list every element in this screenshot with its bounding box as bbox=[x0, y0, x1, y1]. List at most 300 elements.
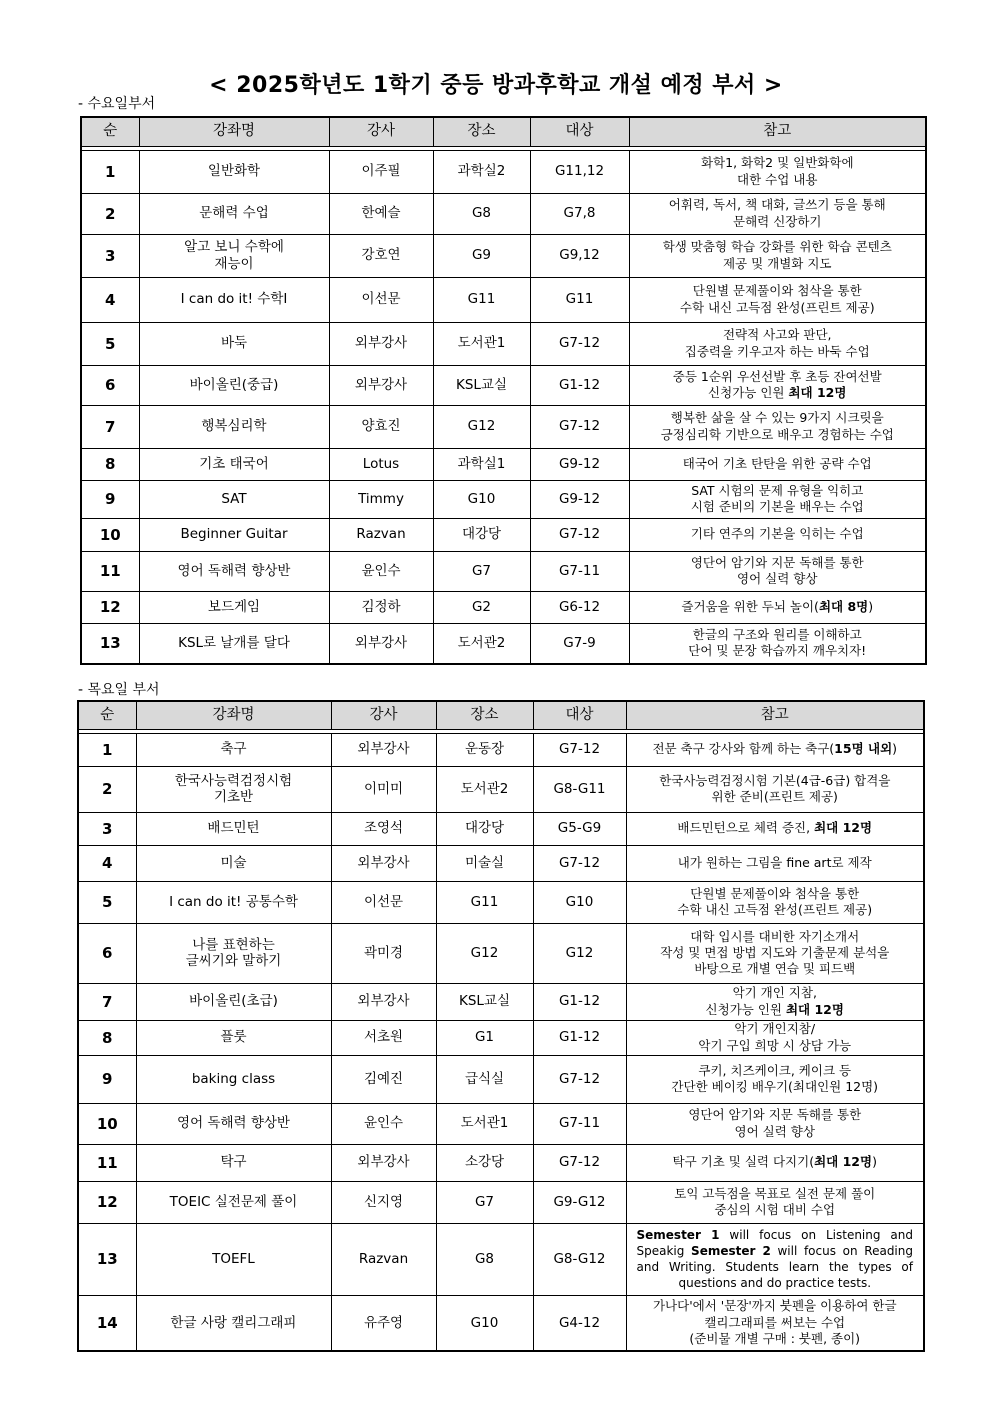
note-line: 제공 및 개별화 지도 bbox=[722, 255, 832, 271]
note-cell bbox=[629, 234, 926, 277]
place-name: G7 bbox=[436, 1181, 533, 1223]
teacher-name: 외부강사 bbox=[329, 322, 433, 365]
wednesday-course-table bbox=[80, 116, 927, 665]
note-line: 기타 연주의 기본을 익히는 수업 bbox=[690, 526, 864, 542]
table-row bbox=[78, 923, 924, 983]
note-line: 간단한 베이킹 배우기(최대인원 12명) bbox=[671, 1079, 879, 1094]
table-row bbox=[78, 845, 924, 881]
course-name-cell bbox=[136, 923, 331, 983]
table-row bbox=[81, 518, 926, 551]
place-name: KSL교실 bbox=[436, 983, 533, 1020]
table-row bbox=[81, 234, 926, 277]
place-name: G12 bbox=[436, 923, 533, 983]
course-name-cell bbox=[139, 405, 329, 448]
wednesday-table-body bbox=[81, 146, 926, 664]
note-line: 태국어 기초 탄탄을 위한 공략 수업 bbox=[682, 455, 872, 471]
teacher-name: Razvan bbox=[331, 1223, 436, 1295]
note-suffix: ) bbox=[892, 741, 898, 757]
teacher-name: 외부강사 bbox=[331, 845, 436, 881]
course-name-cell bbox=[139, 480, 329, 518]
place-name: 도서관1 bbox=[436, 1103, 533, 1144]
place-name: 도서관2 bbox=[433, 623, 530, 664]
note-cell bbox=[626, 1295, 924, 1351]
course-name: Beginner Guitar bbox=[180, 526, 288, 543]
note-cell bbox=[629, 518, 926, 551]
teacher-name: 서초원 bbox=[331, 1020, 436, 1055]
note-line: 시험 준비의 기본을 배우는 수업 bbox=[690, 499, 864, 514]
note-text: will focus on Reading and Writing. Students learn the types of questions and do practice tests. bbox=[636, 1243, 913, 1291]
teacher-name: 신지영 bbox=[331, 1181, 436, 1223]
course-name-cell bbox=[139, 234, 329, 277]
place-name: 급식실 bbox=[436, 1055, 533, 1103]
row-number: 7 bbox=[78, 983, 136, 1020]
target-grade: G9-12 bbox=[530, 480, 629, 518]
note-line: 탁구 기초 및 실력 다지기( bbox=[672, 1154, 815, 1170]
teacher-name: 외부강사 bbox=[331, 983, 436, 1020]
teacher-name: 이미미 bbox=[331, 766, 436, 812]
table-row bbox=[78, 812, 924, 845]
course-name: 한국사능력검정시험 bbox=[174, 772, 293, 789]
course-name: 영어 독해력 향상반 bbox=[177, 562, 291, 579]
note-cell bbox=[629, 322, 926, 365]
course-name-cell bbox=[139, 623, 329, 664]
course-name: KSL로 날개를 달다 bbox=[178, 635, 290, 652]
course-name: SAT bbox=[221, 490, 247, 507]
note-emphasis: 최대 12명 bbox=[814, 820, 873, 836]
course-name: 알고 보니 수학에 bbox=[184, 239, 284, 256]
note-line: 긍정심리학 기반으로 배우고 경험하는 수업 bbox=[660, 426, 894, 442]
row-number: 5 bbox=[81, 322, 139, 365]
header-note: 참고 bbox=[629, 117, 926, 146]
note-line: 악기 구입 희망 시 상담 가능 bbox=[698, 1037, 852, 1053]
course-name: 일반화학 bbox=[207, 163, 261, 180]
course-name: 기초 태국어 bbox=[199, 455, 269, 472]
course-name-cell bbox=[136, 1103, 331, 1144]
note-cell bbox=[629, 365, 926, 405]
note-line: 행복한 삶을 살 수 있는 9가지 시크릿을 bbox=[670, 410, 884, 426]
place-name: G12 bbox=[433, 405, 530, 448]
course-name: baking class bbox=[191, 1070, 276, 1087]
note-cell bbox=[626, 812, 924, 845]
course-name-cell bbox=[136, 845, 331, 881]
row-number: 1 bbox=[81, 150, 139, 193]
row-number: 12 bbox=[78, 1181, 136, 1223]
note-line: 수학 내신 고득점 완성(프린트 제공) bbox=[679, 299, 875, 315]
note-line: 신청가능 인원 bbox=[708, 385, 789, 400]
note-line: 문해력 신장하기 bbox=[733, 213, 822, 229]
place-name: 미술실 bbox=[436, 845, 533, 881]
place-name: G10 bbox=[436, 1295, 533, 1351]
target-grade: G7-11 bbox=[533, 1103, 626, 1144]
note-line: 즐거움을 위한 두뇌 놀이( bbox=[681, 598, 819, 614]
row-number: 11 bbox=[81, 551, 139, 591]
note-cell bbox=[626, 766, 924, 812]
row-number: 12 bbox=[81, 591, 139, 623]
target-grade: G1-12 bbox=[533, 983, 626, 1020]
target-grade: G9-G12 bbox=[533, 1181, 626, 1223]
note-line: 영어 실력 향상 bbox=[734, 1123, 815, 1139]
table-row bbox=[78, 881, 924, 923]
table-row bbox=[81, 551, 926, 591]
teacher-name: 윤인수 bbox=[331, 1103, 436, 1144]
table-row bbox=[78, 1295, 924, 1351]
note-line: 전문 축구 강사와 함께 하는 축구( bbox=[652, 741, 835, 757]
note-line: 어휘력, 독서, 책 대화, 글쓰기 등을 통해 bbox=[668, 197, 886, 213]
place-name: G9 bbox=[433, 234, 530, 277]
note-cell bbox=[626, 881, 924, 923]
table-row bbox=[81, 277, 926, 322]
note-suffix: ) bbox=[868, 598, 874, 614]
course-name-cell bbox=[139, 448, 329, 480]
note-cell bbox=[626, 1223, 924, 1295]
header-no: 순 bbox=[81, 117, 139, 146]
note-line: 대학 입시를 대비한 자기소개서 bbox=[690, 928, 860, 944]
row-number: 8 bbox=[78, 1020, 136, 1055]
row-number: 4 bbox=[81, 277, 139, 322]
header-course: 강좌명 bbox=[136, 701, 331, 729]
note-cell bbox=[629, 591, 926, 623]
target-grade: G7-12 bbox=[533, 733, 626, 766]
note-cell bbox=[626, 983, 924, 1020]
thursday-table-body bbox=[78, 729, 924, 1351]
row-number: 9 bbox=[78, 1055, 136, 1103]
note-suffix: ) bbox=[872, 1154, 877, 1170]
row-number: 6 bbox=[78, 923, 136, 983]
target-grade: G8-G11 bbox=[533, 766, 626, 812]
course-name-cell bbox=[139, 591, 329, 623]
target-grade: G4-12 bbox=[533, 1295, 626, 1351]
note-emphasis: 최대 12명 bbox=[814, 1154, 873, 1170]
teacher-name: 외부강사 bbox=[331, 733, 436, 766]
place-name: 운동장 bbox=[436, 733, 533, 766]
note-emphasis: 최대 8명 bbox=[818, 598, 869, 614]
teacher-name: 한예슬 bbox=[329, 193, 433, 234]
course-name-cell bbox=[136, 1181, 331, 1223]
wednesday-section-label: - 수요일부서 bbox=[78, 96, 156, 112]
note-line: 중등 1순위 우선선발 후 초등 잔여선발 bbox=[672, 368, 882, 384]
note-cell bbox=[629, 150, 926, 193]
course-name-cell bbox=[139, 551, 329, 591]
target-grade: G7-12 bbox=[533, 1055, 626, 1103]
course-name: 문해력 수업 bbox=[199, 205, 269, 222]
table-header-row bbox=[81, 117, 926, 146]
course-name: 영어 독해력 향상반 bbox=[177, 1115, 290, 1132]
note-cell bbox=[626, 1144, 924, 1181]
course-name-cell bbox=[139, 193, 329, 234]
note-cell bbox=[626, 1020, 924, 1055]
note-cell bbox=[626, 923, 924, 983]
note-line: 작성 및 면접 방법 지도와 기출문제 분석을 bbox=[660, 944, 890, 960]
note-line: 전략적 사고와 판단, bbox=[722, 327, 832, 343]
teacher-name: 양효진 bbox=[329, 405, 433, 448]
table-row bbox=[78, 1181, 924, 1223]
teacher-name: 곽미경 bbox=[331, 923, 436, 983]
target-grade: G5-G9 bbox=[533, 812, 626, 845]
place-name: G7 bbox=[433, 551, 530, 591]
table-row bbox=[78, 1144, 924, 1181]
place-name: G2 bbox=[433, 591, 530, 623]
table-row bbox=[81, 448, 926, 480]
row-number: 14 bbox=[78, 1295, 136, 1351]
teacher-name: 이선문 bbox=[329, 277, 433, 322]
row-number: 10 bbox=[81, 518, 139, 551]
header-teacher: 강사 bbox=[329, 117, 433, 146]
note-line: 바탕으로 개별 연습 및 피드백 bbox=[694, 961, 856, 977]
row-number: 3 bbox=[81, 234, 139, 277]
note-line: SAT 시험의 문제 유형을 익히고 bbox=[691, 482, 864, 498]
course-name-cell bbox=[136, 733, 331, 766]
table-row bbox=[81, 322, 926, 365]
note-line: 한국사능력검정시험 기본(4급-6급) 합격을 bbox=[659, 772, 891, 788]
table-header-row bbox=[78, 701, 924, 729]
course-name-cell bbox=[136, 1144, 331, 1181]
teacher-name: Timmy bbox=[329, 480, 433, 518]
note-line: 위한 준비(프린트 제공) bbox=[711, 789, 838, 804]
note-text: Semester 2 bbox=[691, 1243, 771, 1258]
target-grade: G7-12 bbox=[530, 405, 629, 448]
course-name: 바둑 bbox=[220, 335, 248, 352]
row-number: 11 bbox=[78, 1144, 136, 1181]
header-teacher: 강사 bbox=[331, 701, 436, 729]
course-name-cell bbox=[136, 881, 331, 923]
table-row bbox=[81, 150, 926, 193]
note-line: 수학 내신 고득점 완성(프린트 제공) bbox=[677, 902, 873, 917]
row-number: 4 bbox=[78, 845, 136, 881]
note-line: 한글의 구조와 원리를 이해하고 bbox=[692, 627, 862, 642]
header-no: 순 bbox=[78, 701, 136, 729]
note-line: 캘리그래피를 써보는 수업 bbox=[704, 1314, 846, 1330]
note-line: 단원별 문제풀이와 첨삭을 통한 bbox=[690, 885, 860, 901]
note-line: 토익 고득점을 목표로 실전 문제 풀이 bbox=[674, 1185, 876, 1201]
table-row bbox=[81, 193, 926, 234]
course-name: 기초반 bbox=[213, 789, 254, 805]
note-line: 단원별 문제풀이와 첨삭을 통한 bbox=[692, 283, 862, 299]
place-name: 대강당 bbox=[433, 518, 530, 551]
note-line: (준비물 개별 구매 : 붓펜, 종이) bbox=[689, 1330, 861, 1346]
note-cell bbox=[629, 405, 926, 448]
row-number: 10 bbox=[78, 1103, 136, 1144]
target-grade: G7-12 bbox=[530, 322, 629, 365]
note-emphasis: 15명 내외 bbox=[834, 741, 893, 757]
table-row bbox=[78, 1055, 924, 1103]
page-title: < 2025학년도 1학기 중등 방과후학교 개설 예정 부서 > bbox=[209, 73, 783, 98]
note-line: 내가 원하는 그림을 fine art로 제작 bbox=[677, 854, 872, 870]
table-row bbox=[78, 733, 924, 766]
course-name-cell bbox=[139, 277, 329, 322]
course-name-cell bbox=[139, 365, 329, 405]
place-name: G10 bbox=[433, 480, 530, 518]
teacher-name: 외부강사 bbox=[331, 1144, 436, 1181]
table-row bbox=[78, 983, 924, 1020]
target-grade: G1-12 bbox=[533, 1020, 626, 1055]
thursday-section-label: - 목요일 부서 bbox=[78, 682, 160, 698]
course-name-cell bbox=[136, 766, 331, 812]
note-cell bbox=[626, 1103, 924, 1144]
note-cell bbox=[629, 623, 926, 664]
note-line: 단어 및 문장 학습까지 깨우치자! bbox=[688, 643, 867, 659]
note-line: 학생 맞춤형 학습 강화를 위한 학습 콘텐츠 bbox=[662, 239, 892, 255]
table-row bbox=[78, 1103, 924, 1144]
place-name: 대강당 bbox=[436, 812, 533, 845]
course-name: 플룻 bbox=[220, 1029, 247, 1046]
note-cell bbox=[626, 845, 924, 881]
note-line: 영어 실력 향상 bbox=[737, 571, 818, 586]
course-name: TOEFL bbox=[212, 1250, 255, 1267]
note-line: 악기 개인지참/ bbox=[734, 1021, 816, 1037]
place-name: G11 bbox=[436, 881, 533, 923]
course-name: I can do it! 공통수학 bbox=[169, 893, 298, 910]
note-line: 집중력을 키우고자 하는 바둑 수업 bbox=[684, 343, 870, 359]
teacher-name: 이선문 bbox=[331, 881, 436, 923]
row-number: 6 bbox=[81, 365, 139, 405]
teacher-name: 김정하 bbox=[329, 591, 433, 623]
course-name-cell bbox=[136, 1223, 331, 1295]
place-name: 도서관2 bbox=[436, 766, 533, 812]
place-name: KSL교실 bbox=[433, 365, 530, 405]
target-grade: G7-12 bbox=[533, 1144, 626, 1181]
note-line: 영단어 암기와 지문 독해를 통한 bbox=[690, 554, 864, 570]
course-name: I can do it! 수학Ⅰ bbox=[180, 291, 288, 308]
row-number: 13 bbox=[78, 1223, 136, 1295]
header-target: 대상 bbox=[533, 701, 626, 729]
note-cell bbox=[629, 193, 926, 234]
place-name: G8 bbox=[433, 193, 530, 234]
course-name: 바이올린(중급) bbox=[189, 376, 279, 393]
course-name: 글씨기와 말하기 bbox=[185, 953, 282, 969]
target-grade: G6-12 bbox=[530, 591, 629, 623]
table-row bbox=[81, 480, 926, 518]
course-name: 미술 bbox=[220, 854, 247, 871]
target-grade: G11,12 bbox=[530, 150, 629, 193]
table-row bbox=[78, 766, 924, 812]
course-name-cell bbox=[139, 518, 329, 551]
course-name-cell bbox=[136, 1020, 331, 1055]
course-name-cell bbox=[139, 322, 329, 365]
teacher-name: 강호연 bbox=[329, 234, 433, 277]
target-grade: G11 bbox=[530, 277, 629, 322]
note-emphasis: 최대 12명 bbox=[788, 385, 847, 400]
target-grade: G7-9 bbox=[530, 623, 629, 664]
course-name: TOEIC 실전문제 풀이 bbox=[169, 1193, 298, 1210]
row-number: 1 bbox=[78, 733, 136, 766]
row-number: 5 bbox=[78, 881, 136, 923]
note-line: 영단어 암기와 지문 독해를 통한 bbox=[688, 1107, 862, 1123]
course-name: 바이올린(초급) bbox=[189, 993, 278, 1010]
course-name: 한글 사랑 캘리그래피 bbox=[170, 1314, 297, 1331]
teacher-name: 이주필 bbox=[329, 150, 433, 193]
teacher-name: 윤인수 bbox=[329, 551, 433, 591]
note-text: Semester 1 bbox=[636, 1227, 720, 1242]
note-cell bbox=[629, 551, 926, 591]
table-row bbox=[81, 365, 926, 405]
place-name: G11 bbox=[433, 277, 530, 322]
note-line: 대한 수업 내용 bbox=[737, 171, 818, 187]
row-number: 7 bbox=[81, 405, 139, 448]
place-name: 과학실1 bbox=[433, 448, 530, 480]
place-name: 과학실2 bbox=[433, 150, 530, 193]
place-name: 소강당 bbox=[436, 1144, 533, 1181]
target-grade: G7-12 bbox=[533, 845, 626, 881]
note-cell bbox=[626, 733, 924, 766]
course-name-cell bbox=[136, 1055, 331, 1103]
target-grade: G12 bbox=[533, 923, 626, 983]
header-target: 대상 bbox=[530, 117, 629, 146]
thursday-course-table bbox=[77, 700, 925, 1352]
target-grade: G1-12 bbox=[530, 365, 629, 405]
row-number: 2 bbox=[78, 766, 136, 812]
teacher-name: 유주영 bbox=[331, 1295, 436, 1351]
row-number: 8 bbox=[81, 448, 139, 480]
target-grade: G9-12 bbox=[530, 448, 629, 480]
note-line: 배드민턴으로 체력 증진, bbox=[677, 820, 815, 836]
header-place: 장소 bbox=[433, 117, 530, 146]
row-number: 2 bbox=[81, 193, 139, 234]
teacher-name: 외부강사 bbox=[329, 365, 433, 405]
course-name-cell bbox=[136, 812, 331, 845]
note-line: 화학1, 화학2 및 일반화학에 bbox=[700, 155, 854, 171]
note-text: will focus on Listening and Speakig bbox=[636, 1227, 913, 1258]
note-line: 중심의 시험 대비 수업 bbox=[714, 1202, 836, 1217]
target-grade: G7-11 bbox=[530, 551, 629, 591]
note-cell bbox=[626, 1181, 924, 1223]
note-line: 악기 개인 지참, bbox=[732, 985, 817, 1001]
course-name: 축구 bbox=[220, 741, 247, 758]
table-row bbox=[78, 1020, 924, 1055]
target-grade: G7,8 bbox=[530, 193, 629, 234]
row-number: 3 bbox=[78, 812, 136, 845]
note-line: 가나다'에서 '문장'까지 붓펜을 이용하여 한글 bbox=[652, 1298, 897, 1314]
header-course: 강좌명 bbox=[139, 117, 329, 146]
note-cell bbox=[629, 480, 926, 518]
course-name-cell bbox=[139, 150, 329, 193]
course-name: 재능이 bbox=[214, 255, 254, 272]
target-grade: G9,12 bbox=[530, 234, 629, 277]
course-name: 탁구 bbox=[220, 1154, 247, 1171]
note-line: 신청가능 인원 bbox=[705, 1001, 786, 1017]
course-name: 보드게임 bbox=[207, 598, 261, 615]
teacher-name: 외부강사 bbox=[329, 623, 433, 664]
teacher-name: 김예진 bbox=[331, 1055, 436, 1103]
course-name-cell bbox=[136, 983, 331, 1020]
target-grade: G10 bbox=[533, 881, 626, 923]
course-name: 행복심리학 bbox=[201, 418, 267, 435]
teacher-name: Razvan bbox=[329, 518, 433, 551]
course-name: 나를 표현하는 bbox=[192, 936, 275, 953]
target-grade: G7-12 bbox=[530, 518, 629, 551]
target-grade: G8-G12 bbox=[533, 1223, 626, 1295]
table-row bbox=[81, 591, 926, 623]
note-cell bbox=[629, 277, 926, 322]
note-cell bbox=[626, 1055, 924, 1103]
note-line: 쿠키, 치즈케이크, 케이크 등 bbox=[698, 1062, 852, 1078]
teacher-name: Lotus bbox=[329, 448, 433, 480]
row-number: 9 bbox=[81, 480, 139, 518]
header-place: 장소 bbox=[436, 701, 533, 729]
table-row bbox=[81, 405, 926, 448]
header-note: 참고 bbox=[626, 701, 924, 729]
teacher-name: 조영석 bbox=[331, 812, 436, 845]
table-row bbox=[78, 1223, 924, 1295]
note-emphasis: 최대 12명 bbox=[785, 1001, 844, 1017]
place-name: 도서관1 bbox=[433, 322, 530, 365]
table-row bbox=[81, 623, 926, 664]
place-name: G8 bbox=[436, 1223, 533, 1295]
course-name: 배드민턴 bbox=[207, 820, 260, 837]
row-number: 13 bbox=[81, 623, 139, 664]
course-name-cell bbox=[136, 1295, 331, 1351]
note-cell bbox=[629, 448, 926, 480]
place-name: G1 bbox=[436, 1020, 533, 1055]
